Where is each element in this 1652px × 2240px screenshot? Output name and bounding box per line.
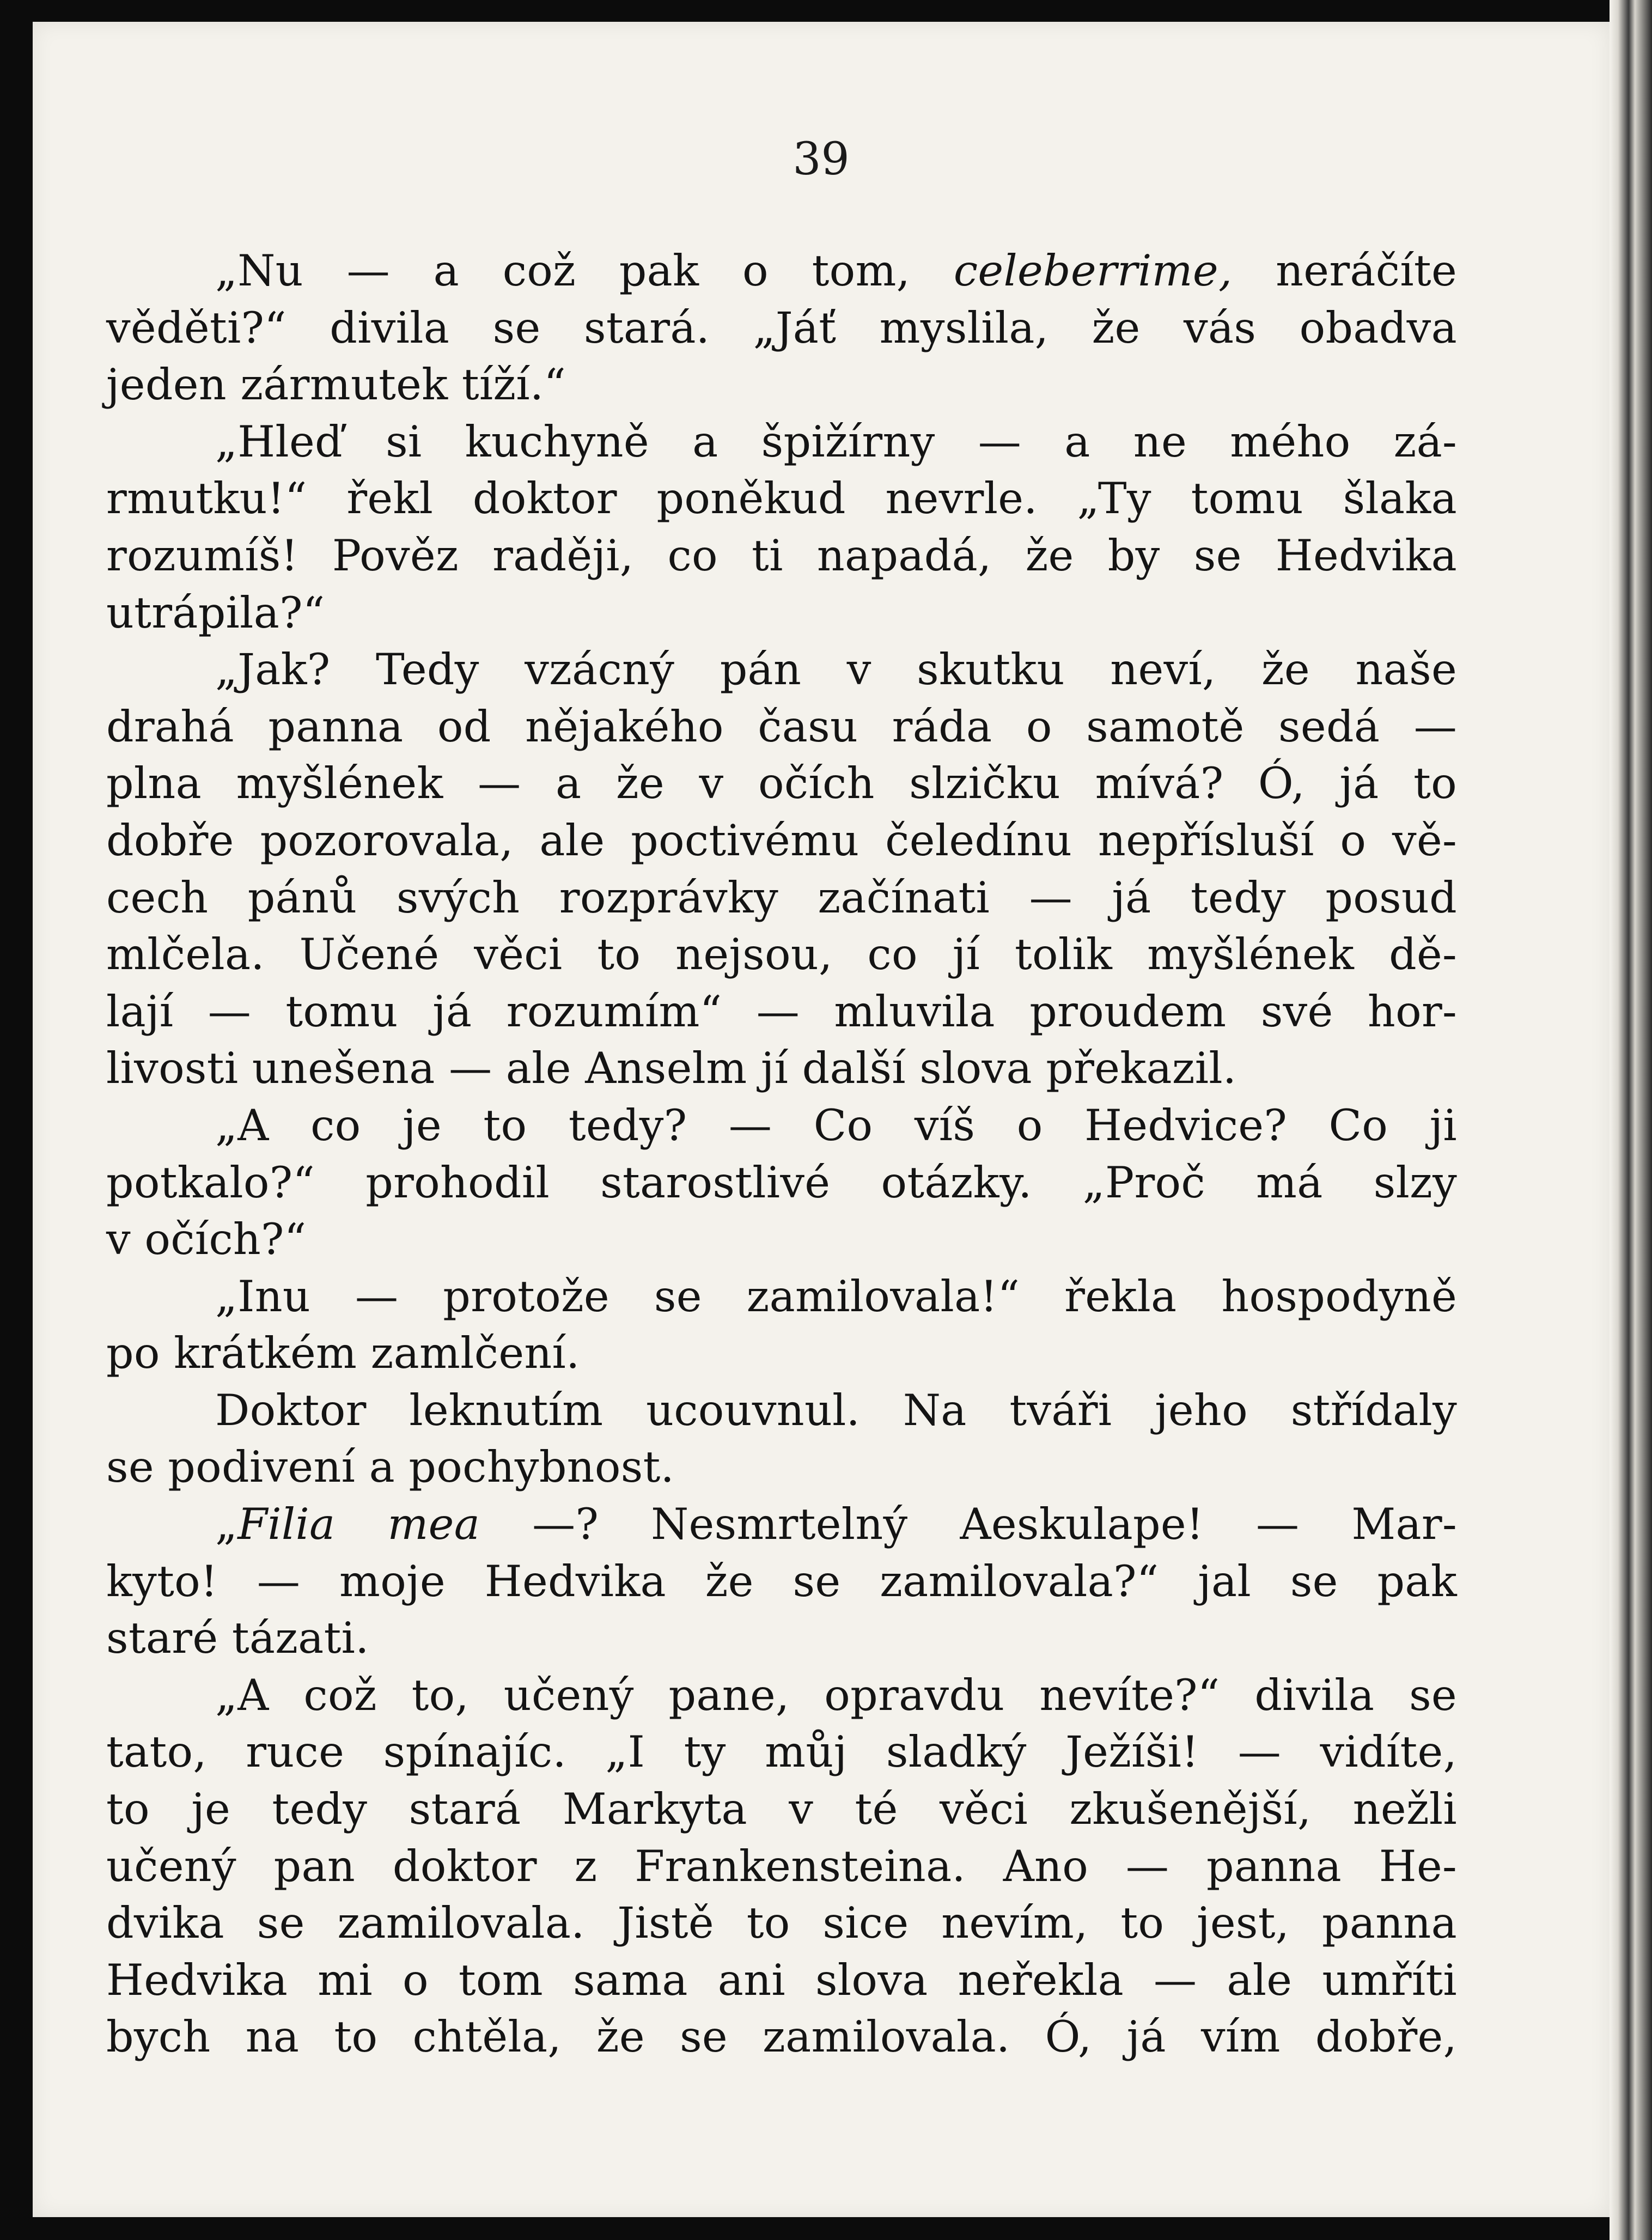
- text-line-italic: Filia mea: [237, 1499, 480, 1550]
- text-line: [106, 1325, 1457, 1382]
- text-line-content: bych na to chtěla, že se zamilovala. Ó, já vím dobře,: [106, 2012, 1457, 2062]
- text-line: [106, 869, 1457, 927]
- text-line-content: plna myšlének — a že v očích slzičku mívá? Ó, já to: [106, 758, 1457, 809]
- text-line-content: „Nu — a což pak o tom,: [215, 246, 954, 296]
- text-line: [106, 1040, 1457, 1097]
- text-line-content: „A což to, učený pane, opravdu nevíte?“ divila se: [215, 1670, 1457, 1720]
- text-line: [106, 1097, 1457, 1154]
- text-line: [106, 585, 1457, 642]
- text-line: [106, 1895, 1457, 1952]
- text-line: [106, 1724, 1457, 1781]
- text-line-content: rmutku!“ řekl doktor poněkud nevrle. „Ty tomu šlaka: [106, 473, 1457, 524]
- text-line-content: mlčela. Učené věci to nejsou, co jí tolik myšlének dě-: [106, 929, 1457, 980]
- text-line-content: Hedvika mi o tom sama ani slova neřekla — ale umříti: [106, 1955, 1457, 2005]
- text-line-content: dvika se zamilovala. Jistě to sice nevím, to jest, panna: [106, 1898, 1457, 1949]
- text-line: [106, 2008, 1457, 2066]
- text-line: [106, 242, 1457, 300]
- text-line-content: se podivení a pochybnost.: [106, 1442, 675, 1493]
- text-line: [106, 413, 1457, 471]
- text-line: [106, 1952, 1457, 2009]
- text-line-italic: celeberrime,: [953, 246, 1233, 296]
- text-line-content: drahá panna od nějakého času ráda o samotě sedá —: [106, 701, 1457, 752]
- text-line-content: Doktor leknutím ucouvnul. Na tváři jeho střídaly: [215, 1385, 1457, 1435]
- text-line: [106, 641, 1457, 698]
- text-line: [106, 1667, 1457, 1724]
- text-line-content: rozumíš! Pověz raději, co ti napadá, že by se Hedvika: [106, 530, 1457, 581]
- text-line: [106, 983, 1457, 1040]
- text-line-content: jeden zármutek tíží.“: [106, 360, 566, 410]
- text-line-content: utrápila?“: [106, 587, 325, 638]
- scan-right-edge: [1610, 0, 1652, 2240]
- text-line-content: v očích?“: [106, 1214, 307, 1265]
- text-line: [106, 470, 1457, 527]
- text-line: [106, 300, 1457, 357]
- text-line: [106, 527, 1457, 585]
- text-line-continuation: —? Nesmrtelný Aeskulape! — Mar-: [480, 1499, 1457, 1550]
- page-number: 39: [793, 133, 850, 185]
- text-line: [106, 1553, 1457, 1610]
- text-line-content: „: [215, 1499, 238, 1550]
- text-line-content: po krátkém zamlčení.: [106, 1328, 580, 1379]
- text-line-content: to je tedy stará Markyta v té věci zkušenější, nežli: [106, 1784, 1457, 1835]
- body-text: [106, 242, 1457, 2066]
- text-line: [106, 1781, 1457, 1838]
- text-line-content: „A co je to tedy? — Co víš o Hedvice? Co ji: [215, 1100, 1457, 1151]
- text-line: [106, 1838, 1457, 1895]
- text-line: [106, 1154, 1457, 1212]
- text-line-content: věděti?“ divila se stará. „Jáť myslila, že vás obadva: [106, 302, 1457, 353]
- text-line: [106, 356, 1457, 413]
- text-line-content: cech pánů svých rozprávky začínati — já tedy posud: [106, 872, 1457, 923]
- text-line: [106, 755, 1457, 812]
- text-line-content: „Hleď si kuchyně a špižírny — a ne mého zá-: [215, 416, 1457, 467]
- text-line: [106, 1382, 1457, 1439]
- text-line-content: livosti unešena — ale Anselm jí další slova překazil.: [106, 1043, 1237, 1094]
- text-line: [106, 812, 1457, 869]
- text-line-content: dobře pozorovala, ale poctivému čeledínu nepřísluší o vě-: [106, 815, 1457, 866]
- text-line-content: kyto! — moje Hedvika že se zamilovala?“ jal se pak: [106, 1556, 1457, 1606]
- book-page: [33, 22, 1610, 2217]
- scan-left-edge: [0, 0, 33, 2240]
- text-line: [106, 1496, 1457, 1553]
- text-line: [106, 1610, 1457, 1667]
- text-line-content: „Inu — protože se zamilovala!“ řekla hospodyně: [215, 1271, 1457, 1322]
- text-line-content: staré tázati.: [106, 1613, 369, 1664]
- text-line-content: tato, ruce spínajíc. „I ty můj sladký Ježíši! — vidíte,: [106, 1727, 1457, 1778]
- text-line-content: lají — tomu já rozumím“ — mluvila proudem své hor-: [106, 986, 1457, 1037]
- text-line: [106, 1439, 1457, 1496]
- text-line: [106, 698, 1457, 756]
- text-line-content: učený pan doktor z Frankensteina. Ano — panna He-: [106, 1841, 1457, 1891]
- text-line-continuation: neráčíte: [1232, 246, 1457, 296]
- text-line-content: „Jak? Tedy vzácný pán v skutku neví, že naše: [215, 644, 1457, 695]
- text-line: [106, 926, 1457, 983]
- text-line: [106, 1268, 1457, 1325]
- text-line-content: potkalo?“ prohodil starostlivé otázky. „Proč má slzy: [106, 1157, 1457, 1208]
- text-line: [106, 1211, 1457, 1268]
